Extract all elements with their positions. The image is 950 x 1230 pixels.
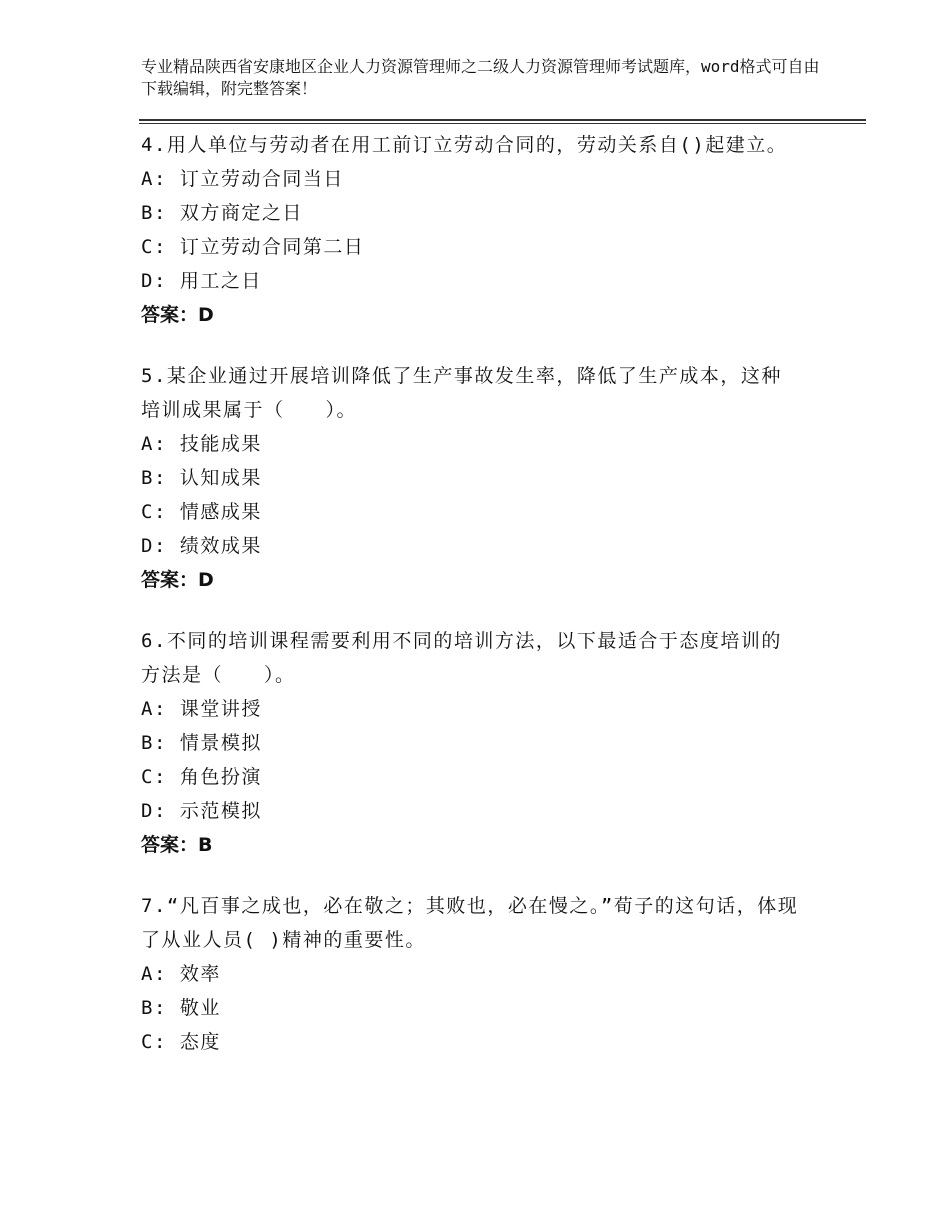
question-stem: 7.“凡百事之成也，必在敬之；其败也，必在慢之。”荀子的这句话，体现了从业人员( )精神的重要性。 bbox=[141, 895, 799, 951]
option-b: B: 双方商定之日 bbox=[141, 202, 303, 224]
header-divider-thick bbox=[139, 119, 866, 121]
option-d: D: 示范模拟 bbox=[141, 800, 262, 822]
answer-label: 答案：D bbox=[141, 569, 214, 591]
option-b: B: 情景模拟 bbox=[141, 732, 262, 754]
question-6 bbox=[141, 624, 801, 862]
question-4 bbox=[141, 128, 801, 332]
option-a: A: 订立劳动合同当日 bbox=[141, 168, 344, 190]
question-5 bbox=[141, 359, 801, 597]
option-c: C: 订立劳动合同第二日 bbox=[141, 236, 365, 258]
header-divider-thin bbox=[139, 123, 866, 124]
option-b: B: 敬业 bbox=[141, 997, 221, 1019]
option-a: A: 课堂讲授 bbox=[141, 698, 262, 720]
option-a: A: 效率 bbox=[141, 963, 221, 985]
option-c: C: 角色扮演 bbox=[141, 766, 262, 788]
document-header: 专业精品陕西省安康地区企业人力资源管理师之二级人力资源管理师考试题库，word格式可自由下载编辑，附完整答案！ bbox=[141, 57, 820, 98]
question-stem: 5.某企业通过开展培训降低了生产事故发生率，降低了生产成本，这种培训成果属于（ ）。 bbox=[141, 365, 782, 421]
option-c: C: 情感成果 bbox=[141, 501, 262, 523]
option-a: A: 技能成果 bbox=[141, 433, 262, 455]
option-d: D: 用工之日 bbox=[141, 270, 262, 292]
option-b: B: 认知成果 bbox=[141, 467, 262, 489]
question-7 bbox=[141, 889, 801, 1059]
option-c: C: 态度 bbox=[141, 1031, 221, 1053]
question-stem: 6.不同的培训课程需要利用不同的培训方法，以下最适合于态度培训的方法是（ ）。 bbox=[141, 630, 782, 686]
question-list bbox=[141, 128, 801, 1086]
option-d: D: 绩效成果 bbox=[141, 535, 262, 557]
question-stem: 4.用人单位与劳动者在用工前订立劳动合同的，劳动关系自()起建立。 bbox=[141, 134, 788, 156]
answer-label: 答案：D bbox=[141, 304, 214, 326]
answer-label: 答案：B bbox=[141, 834, 213, 856]
